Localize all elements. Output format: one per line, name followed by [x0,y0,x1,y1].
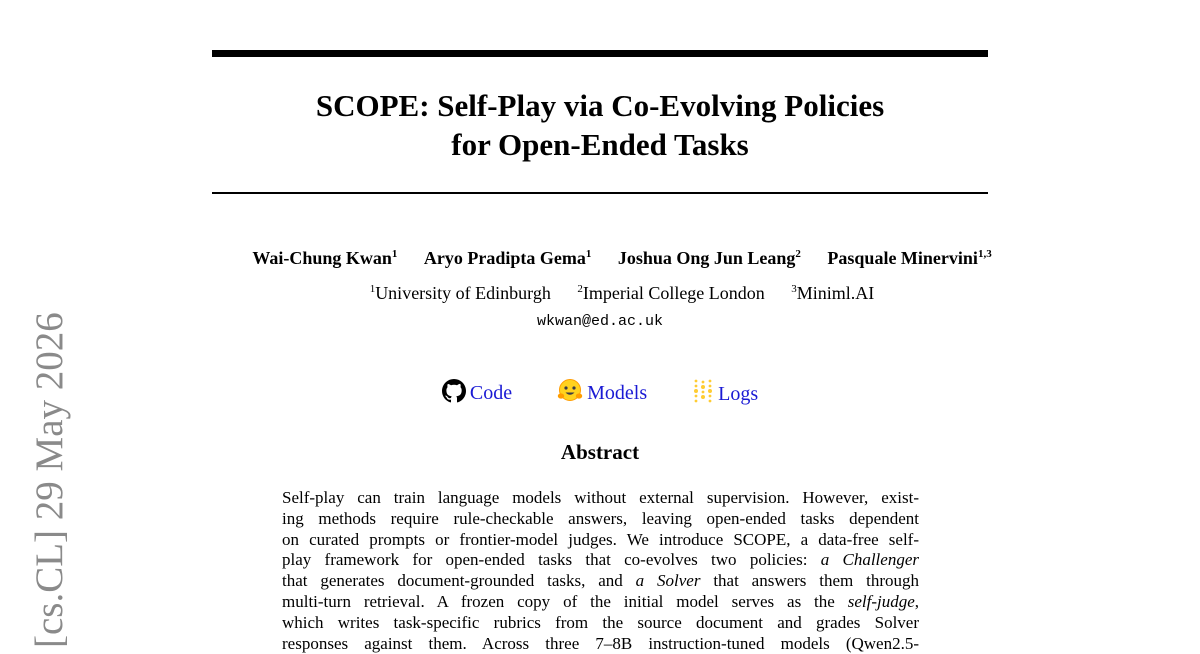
paper-title [212,86,988,164]
affiliation-list [0,281,1200,305]
title-top-rule [212,50,988,57]
resource-links [212,378,988,410]
abstract-heading: Abstract [560,440,640,464]
title-line-1: SCOPE: Self-Play via Co-Evolving Policies [315,88,885,123]
huggingface-icon [557,379,583,409]
affiliation: $^1$University of Edinburgh [369,283,551,303]
author: Wai-Chung Kwan$^1$ [252,248,398,268]
abstract-line: Self-play can train language models without external supervision. However, exist- [282,488,919,507]
title-line-2: for Open-Ended Tasks [451,127,749,162]
github-icon [442,379,466,409]
affiliation: $^2$Imperial College London [577,283,765,303]
abstract-line: ing methods require rule-checkable answers, leaving open-ended tasks dependent [282,508,919,528]
author: Aryo Pradipta Gema$^1$ [423,248,592,268]
logs-link-label: Logs [718,383,759,405]
author: Pasquale Minervini$^{1,3}$ [827,248,992,268]
author: Joshua Ong Jun Leang$^2$ [617,248,801,268]
models-link[interactable] [557,379,647,409]
models-link-label: Models [587,382,648,404]
contact-email[interactable]: wkwan@ed.ac.uk [536,313,664,330]
abstract-line: on curated prompts or frontier-model judges. We introduce SCOPE, a data-free self- [282,529,919,549]
logs-link[interactable] [692,378,758,410]
wandb-icon [692,378,714,410]
abstract-line: play framework for open-ended tasks that co-evolves two policies: a Challenger [282,550,919,570]
abstract-line: responses against them. Across three 7–8B instruction-tuned models (Qwen2.5- [282,633,919,653]
abstract-line: multi-turn retrieval. A frozen copy of the initial model serves as the self-judge, [282,591,920,611]
abstract-body [282,488,919,654]
affiliation: $^3$Miniml.AI [791,283,875,303]
abstract-line: which writes task-specific rubrics from the source document and grades Solver [282,612,919,632]
arxiv-stamp: [cs.CL] 29 May 2026 [28,312,71,648]
title-bottom-rule [212,192,988,194]
author-list [0,246,1200,270]
abstract-line: that generates document-grounded tasks, and a Solver that answers them through [282,571,920,591]
code-link-label: Code [469,382,513,404]
code-link[interactable] [442,379,512,409]
